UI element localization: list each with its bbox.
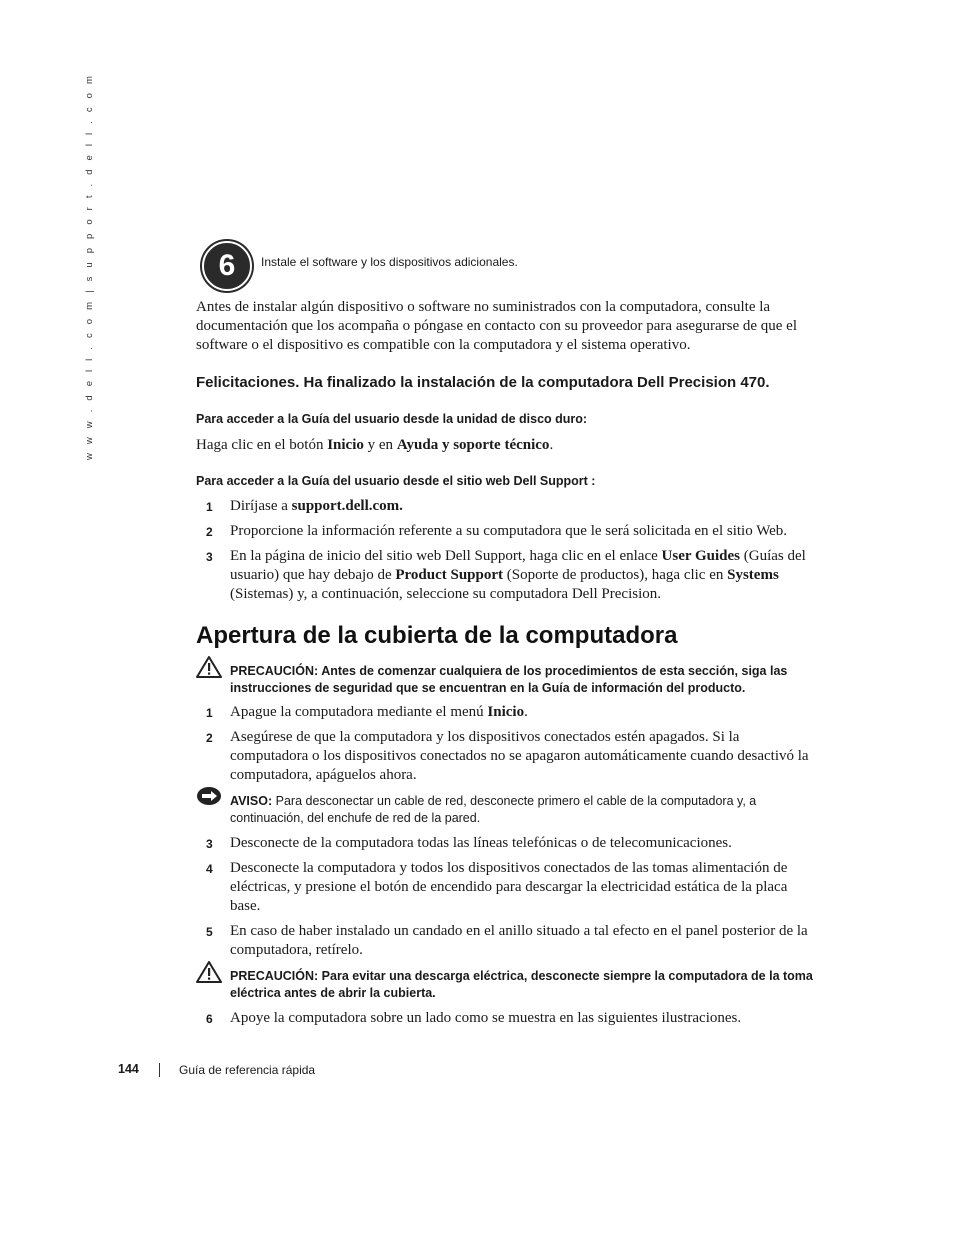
list-item: 1 Apague la computadora mediante el menú Inicio. bbox=[206, 704, 528, 720]
aviso-notice: AVISO: Para desconectar un cable de red, desconecte primero el cable de la computadora y, a continuación, del enchufe de red de la pared. bbox=[196, 793, 816, 827]
footer-divider bbox=[159, 1063, 160, 1077]
caution-notice: PRECAUCIÓN: Antes de comenzar cualquiera de los procedimientos de esta sección, siga las instrucciones de seguridad que se encuentran en la Guía de información del producto. bbox=[196, 663, 816, 697]
lead-paragraph: Antes de instalar algún dispositivo o software no suministrados con la computadora, consulte la documentación que los acompaña o póngase en contacto con su proveedor para asegurarse de que el software o el dispositivo es compatible con la computadora y el sistema operativo. bbox=[196, 299, 798, 353]
section-title: Apertura de la cubierta de la computadora bbox=[196, 622, 678, 649]
caution-triangle-icon bbox=[196, 655, 222, 679]
page-number: 144 bbox=[118, 1062, 139, 1076]
caution-triangle-icon bbox=[196, 960, 222, 984]
side-url: w w w . d e l l . c o m | s u p p o r t . d e l l . c o m bbox=[84, 72, 95, 460]
list-item: 3 En la página de inicio del sitio web Dell Support, haga clic en el enlace User Guides (Guías del usuario) que hay debajo de Product Support (Soporte de productos), haga clic en Systems (Sistemas) y, a continuación, seleccione su computadora Dell Precision. bbox=[206, 548, 806, 602]
guide-hdd-heading: Para acceder a la Guía del usuario desde la unidad de disco duro: bbox=[196, 412, 588, 426]
step-label: Instale el software y los dispositivos adicionales. bbox=[261, 255, 518, 269]
procedure-steps-a bbox=[196, 703, 816, 791]
footer-title: Guía de referencia rápida bbox=[179, 1063, 316, 1077]
list-item: 3 Desconecte de la computadora todas las líneas telefónicas o de telecomunicaciones. bbox=[206, 835, 732, 851]
list-item: 2 Asegúrese de que la computadora y los dispositivos conectados estén apagados. Si la computadora o los dispositivos conectados no se apagaron automáticamente cuando desactivó la computadora, apáguelos ahora. bbox=[206, 729, 809, 783]
procedure-steps-c bbox=[196, 1009, 816, 1034]
guide-web-steps bbox=[196, 497, 816, 610]
procedure-steps-b bbox=[196, 834, 816, 966]
list-item: 1 Diríjase a support.dell.com. bbox=[206, 498, 403, 514]
notice-arrow-icon bbox=[196, 785, 222, 809]
list-item: 4 Desconecte la computadora y todos los dispositivos conectados de las tomas alimentación de eléctricas, y presione el botón de encendido para descargar la electricidad estática de la placa base. bbox=[206, 860, 788, 914]
guide-web-heading: Para acceder a la Guía del usuario desde el sitio web Dell Support : bbox=[196, 474, 596, 488]
list-item: 2 Proporcione la información referente a su computadora que le será solicitada en el sitio Web. bbox=[206, 523, 788, 539]
list-item: 5 En caso de haber instalado un candado en el anillo situado a tal efecto en el panel posterior de la computadora, retírelo. bbox=[206, 923, 808, 958]
congrats-heading: Felicitaciones. Ha finalizado la instalación de la computadora Dell Precision 470. bbox=[196, 374, 770, 391]
step-number-badge: 6 bbox=[202, 241, 252, 291]
list-item: 6 Apoye la computadora sobre un lado como se muestra en las siguientes ilustraciones. bbox=[206, 1010, 742, 1026]
caution-notice: PRECAUCIÓN: Para evitar una descarga eléctrica, desconecte siempre la computadora de la toma eléctrica antes de abrir la cubierta. bbox=[196, 968, 816, 1002]
guide-hdd-text: Haga clic en el botón Inicio y en Ayuda y soporte técnico. bbox=[196, 437, 554, 453]
